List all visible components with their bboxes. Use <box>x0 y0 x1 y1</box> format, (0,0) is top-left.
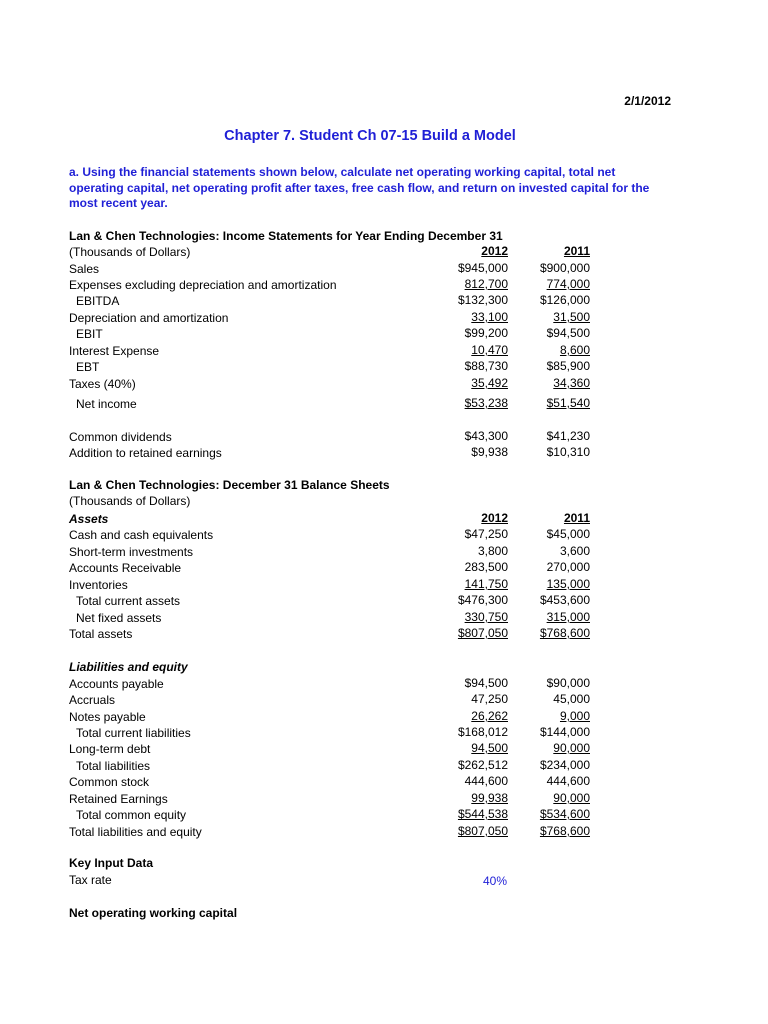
row-label: Total common equity <box>76 808 187 822</box>
liab-row-long-term <box>0 741 768 757</box>
value-2012: 26,262 <box>471 709 508 723</box>
value-2011: 34,360 <box>553 376 590 390</box>
liab-row-accruals <box>0 692 768 708</box>
row-label: Common stock <box>69 775 150 789</box>
document-title: Chapter 7. Student Ch 07-15 Build a Model <box>224 128 516 144</box>
income-header-row <box>0 244 768 260</box>
value-2012: 47,250 <box>471 692 508 706</box>
value-2011: 45,000 <box>553 692 590 706</box>
row-label: Accounts payable <box>69 677 164 691</box>
liab-row-total <box>0 758 768 774</box>
tax-rate-label: Tax rate <box>69 873 112 887</box>
value-2012: $807,050 <box>457 626 508 640</box>
income-col-2011: 2011 <box>563 244 590 258</box>
income-row-ebt <box>0 359 768 375</box>
key-input-heading: Key Input Data <box>69 856 154 870</box>
row-label: Total current assets <box>76 594 181 608</box>
row-label: Total current liabilities <box>76 726 191 740</box>
value-2011: $10,310 <box>546 445 590 459</box>
value-2012: 3,800 <box>477 544 508 558</box>
value-2012: 35,492 <box>471 376 508 390</box>
value-2012: $88,730 <box>464 359 508 373</box>
asset-row-receivable <box>0 560 768 576</box>
row-label: Accounts Receivable <box>69 561 182 575</box>
liab-row-total-equity <box>0 807 768 823</box>
row-label: Short-term investments <box>69 545 194 559</box>
income-statement-heading: Lan & Chen Technologies: Income Statements for Year Ending December 31 <box>69 229 503 243</box>
value-2012: $132,300 <box>457 293 508 307</box>
value-2011: $94,500 <box>546 326 590 340</box>
row-label: Long-term debt <box>69 742 151 756</box>
income-row-ebitda <box>0 293 768 309</box>
income-row-depreciation <box>0 310 768 326</box>
value-2012: 33,100 <box>471 310 508 324</box>
row-label: Sales <box>69 262 100 276</box>
value-2011: 444,600 <box>546 774 590 788</box>
row-label: Inventories <box>69 578 128 592</box>
income-row-ebit <box>0 326 768 342</box>
income-row-retained <box>0 445 768 461</box>
value-2011: $234,000 <box>539 758 590 772</box>
value-2011: $51,540 <box>546 396 590 410</box>
value-2012: $43,300 <box>464 429 508 443</box>
document-date: 2/1/2012 <box>624 94 671 108</box>
value-2012: $53,238 <box>464 396 508 410</box>
liab-row-retained <box>0 791 768 807</box>
row-label: Expenses excluding depreciation and amortization <box>69 278 337 292</box>
liab-row-total-liab-equity <box>0 824 768 840</box>
liabilities-label: Liabilities and equity <box>69 660 188 674</box>
value-2012: 10,470 <box>471 343 508 357</box>
value-2011: 31,500 <box>553 310 590 324</box>
row-label: Net income <box>76 397 137 411</box>
value-2012: $94,500 <box>464 676 508 690</box>
question-text: a. Using the financial statements shown below, calculate net operating working capital, total net operating capital, net operating profit after taxes, free cash flow, and return on invested capital for the most recent year. <box>69 165 650 210</box>
income-row-dividends <box>0 429 768 445</box>
income-subheading: (Thousands of Dollars) <box>69 245 191 259</box>
value-2012: $9,938 <box>471 445 508 459</box>
assets-label: Assets <box>69 512 109 526</box>
row-label: EBIT <box>76 327 103 341</box>
income-row-net-income <box>0 396 768 412</box>
nowc-heading: Net operating working capital <box>69 906 238 920</box>
row-label: Accruals <box>69 693 116 707</box>
row-label: Net fixed assets <box>76 611 162 625</box>
asset-row-short-term <box>0 544 768 560</box>
income-row-sales <box>0 261 768 277</box>
value-2011: 315,000 <box>546 610 590 624</box>
value-2012: $544,538 <box>457 807 508 821</box>
value-2011: $45,000 <box>546 527 590 541</box>
asset-row-total <box>0 626 768 642</box>
tax-rate-input[interactable]: 40% <box>482 874 508 888</box>
row-label: Depreciation and amortization <box>69 311 229 325</box>
value-2012: $807,050 <box>457 824 508 838</box>
liab-row-total-current <box>0 725 768 741</box>
value-2012: $47,250 <box>464 527 508 541</box>
value-2011: 774,000 <box>546 277 590 291</box>
value-2011: 9,000 <box>559 709 590 723</box>
balance-sheet-heading: Lan & Chen Technologies: December 31 Balance Sheets <box>69 478 390 492</box>
value-2011: $453,600 <box>539 593 590 607</box>
assets-header-row <box>0 511 768 527</box>
row-label: Total liabilities <box>76 759 151 773</box>
asset-row-net-fixed <box>0 610 768 626</box>
value-2011: 270,000 <box>546 560 590 574</box>
row-label: EBITDA <box>76 294 120 308</box>
row-label: Retained Earnings <box>69 792 168 806</box>
value-2011: $144,000 <box>539 725 590 739</box>
value-2011: 8,600 <box>559 343 590 357</box>
value-2011: 135,000 <box>546 577 590 591</box>
value-2012: 94,500 <box>471 741 508 755</box>
balance-col-2011: 2011 <box>563 511 590 525</box>
value-2012: 99,938 <box>471 791 508 805</box>
value-2011: $85,900 <box>546 359 590 373</box>
balance-col-2012: 2012 <box>481 511 508 525</box>
value-2012: $476,300 <box>457 593 508 607</box>
row-label: EBT <box>76 360 100 374</box>
asset-row-inventories <box>0 577 768 593</box>
value-2011: 90,000 <box>553 741 590 755</box>
income-row-expenses <box>0 277 768 293</box>
value-2012: $168,012 <box>457 725 508 739</box>
row-label: Total assets <box>69 627 133 641</box>
row-label: Addition to retained earnings <box>69 446 222 460</box>
value-2011: 3,600 <box>559 544 590 558</box>
row-label: Interest Expense <box>69 344 160 358</box>
value-2011: 90,000 <box>553 791 590 805</box>
value-2011: $768,600 <box>539 626 590 640</box>
liab-row-common-stock <box>0 774 768 790</box>
value-2012: 330,750 <box>464 610 508 624</box>
liab-row-notes <box>0 709 768 725</box>
row-label: Notes payable <box>69 710 146 724</box>
asset-row-cash <box>0 527 768 543</box>
value-2011: $126,000 <box>539 293 590 307</box>
income-row-taxes <box>0 376 768 392</box>
income-row-interest <box>0 343 768 359</box>
value-2011: $900,000 <box>539 261 590 275</box>
value-2012: 444,600 <box>464 774 508 788</box>
value-2012: 812,700 <box>464 277 508 291</box>
income-col-2012: 2012 <box>481 244 508 258</box>
value-2012: $945,000 <box>457 261 508 275</box>
value-2011: $90,000 <box>546 676 590 690</box>
row-label: Common dividends <box>69 430 172 444</box>
liab-row-payable <box>0 676 768 692</box>
value-2012: $99,200 <box>464 326 508 340</box>
row-label: Taxes (40%) <box>69 377 136 391</box>
value-2012: 283,500 <box>464 560 508 574</box>
value-2011: $41,230 <box>546 429 590 443</box>
row-label: Cash and cash equivalents <box>69 528 214 542</box>
value-2011: $768,600 <box>539 824 590 838</box>
value-2012: 141,750 <box>464 577 508 591</box>
liabilities-header-row <box>0 659 768 675</box>
row-label: Total liabilities and equity <box>69 825 202 839</box>
asset-row-total-current <box>0 593 768 609</box>
balance-subheading: (Thousands of Dollars) <box>69 494 191 508</box>
value-2012: $262,512 <box>457 758 508 772</box>
value-2011: $534,600 <box>539 807 590 821</box>
